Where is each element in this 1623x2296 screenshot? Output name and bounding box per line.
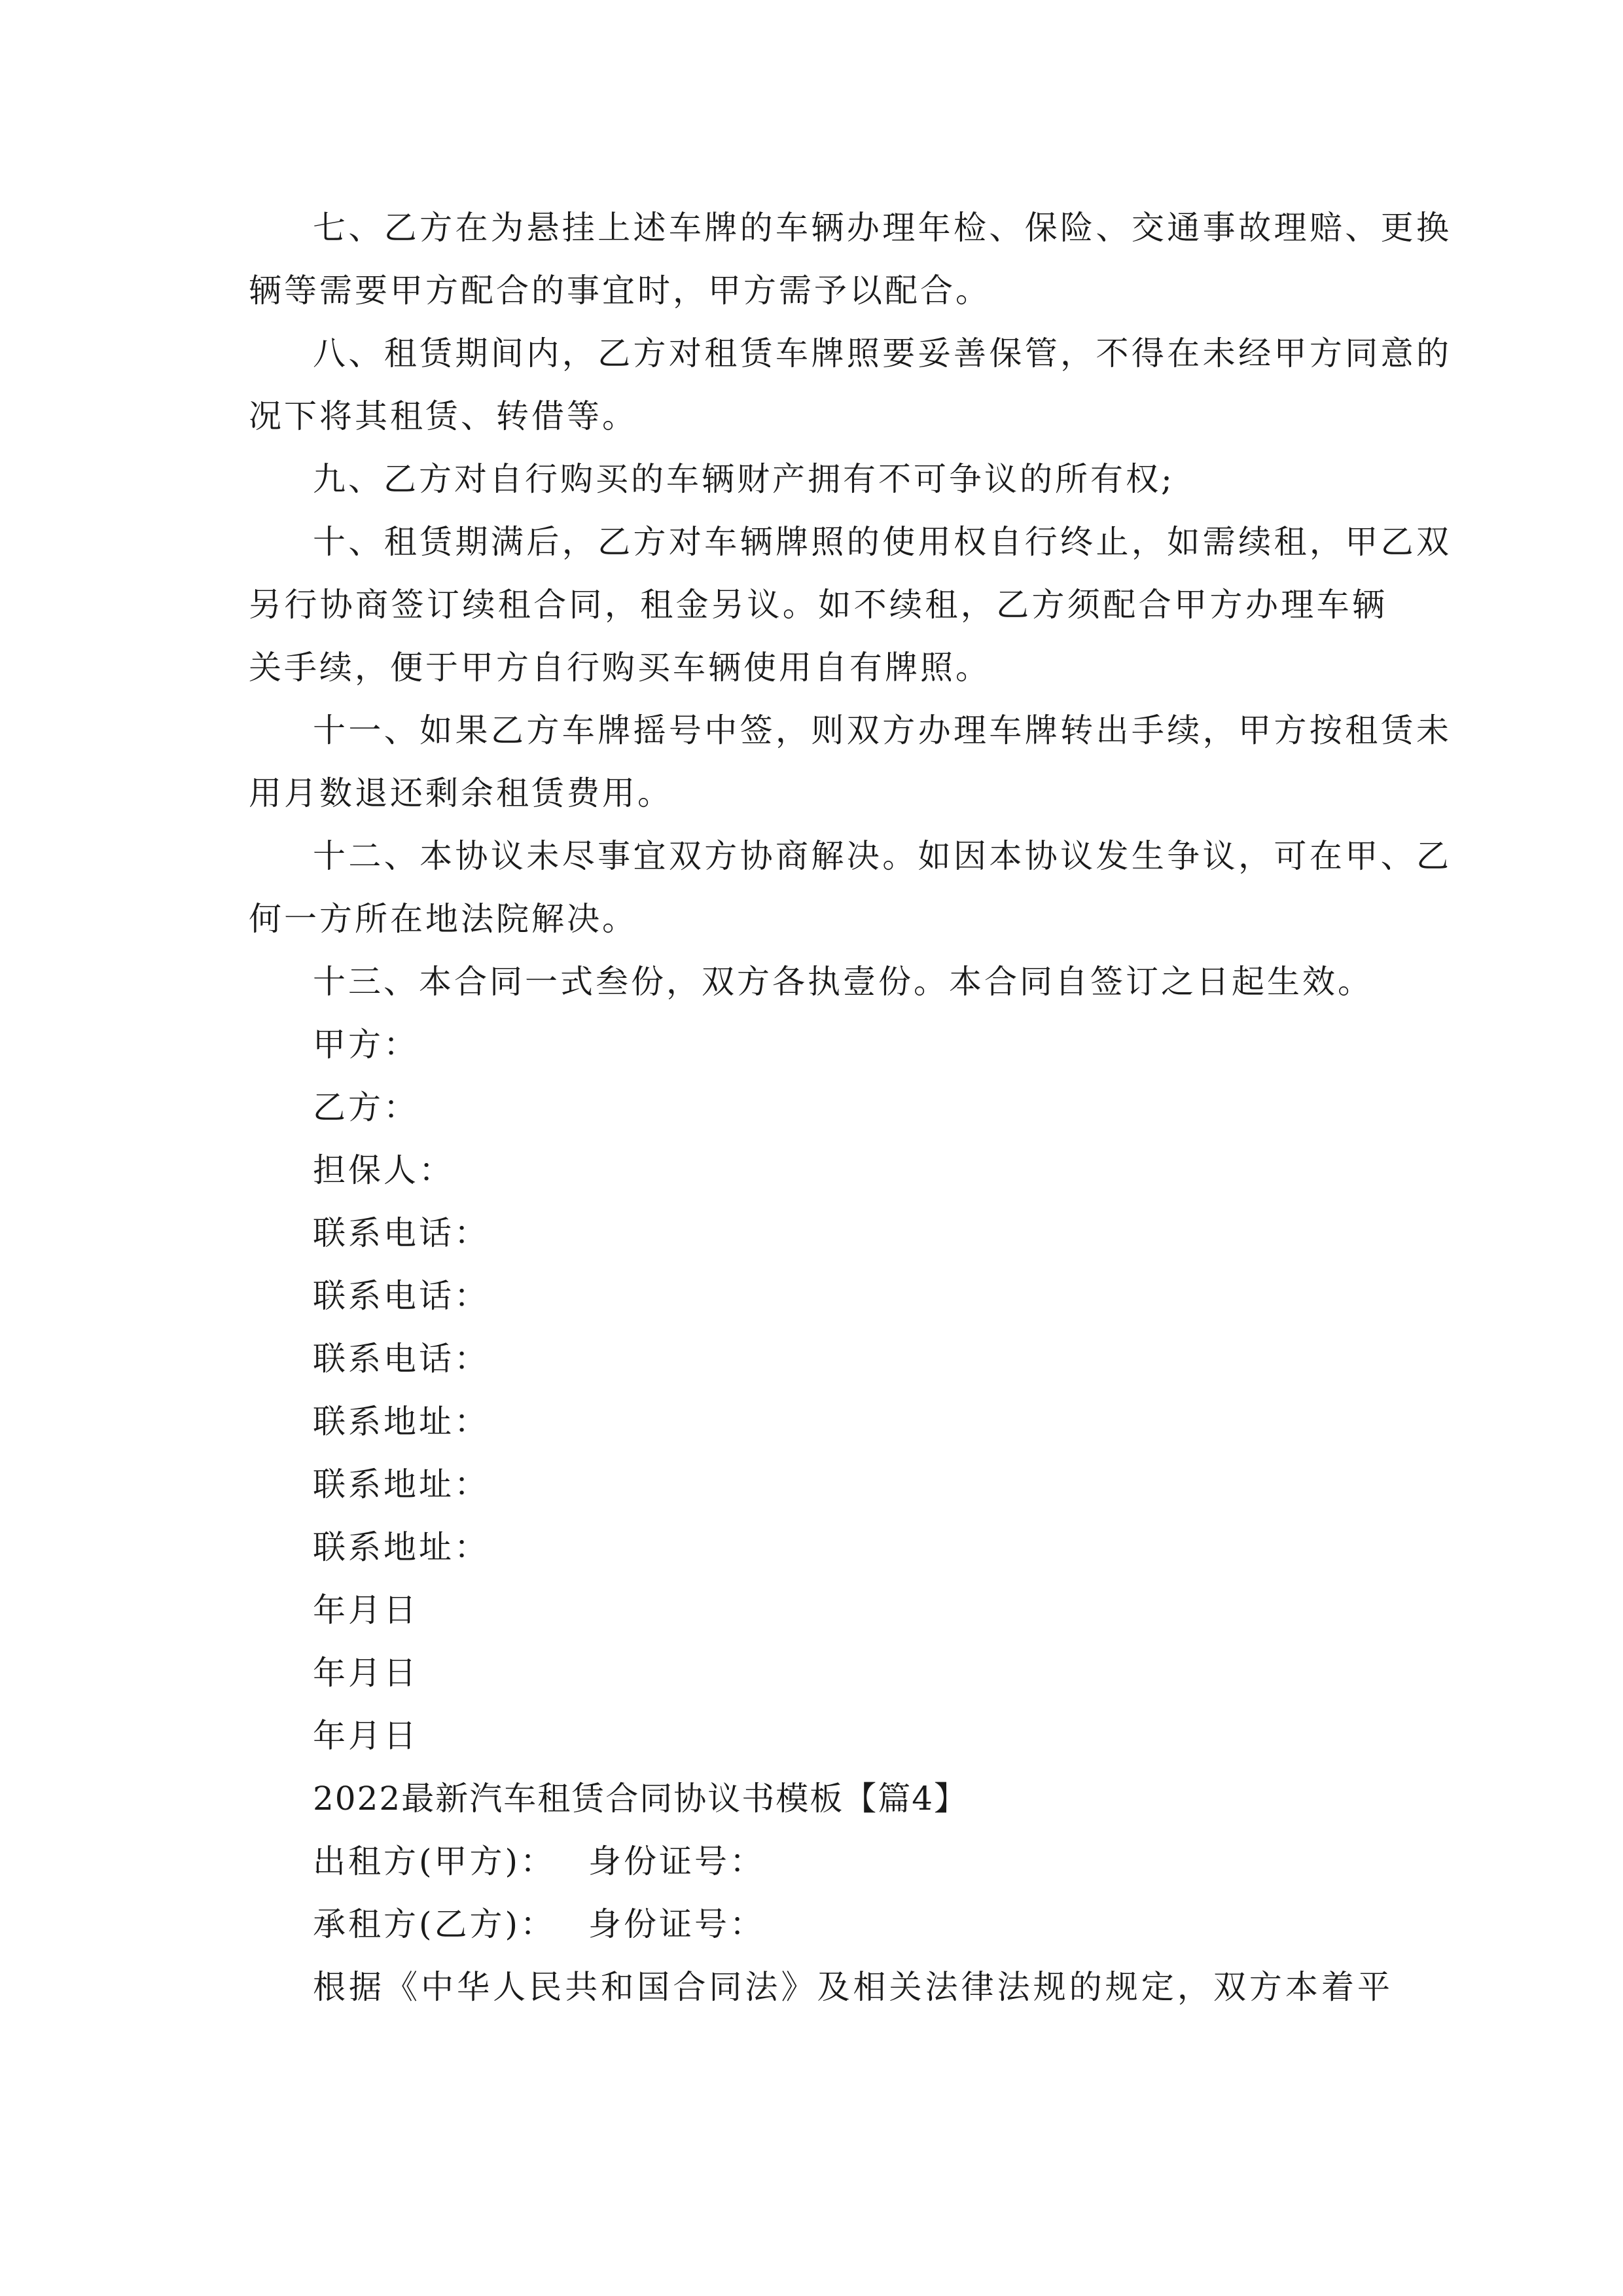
clause-7-line-1: 七、乙方在为悬挂上述车牌的车辆办理年检、保险、交通事故理赔、更换 (313, 209, 1452, 247)
contact-address-label-1: 联系地址： (313, 1403, 490, 1441)
contact-phone-label-1: 联系电话： (313, 1214, 490, 1252)
contact-phone-label-3: 联系电话： (313, 1340, 490, 1378)
clause-12-line-2: 何一方所在地法院解决。 (249, 900, 637, 938)
contact-phone-label-2: 联系电话： (313, 1277, 490, 1315)
clause-8-line-1: 八、租赁期间内，乙方对租赁车牌照要妥善保管，不得在未经甲方同意的 (313, 334, 1452, 372)
clause-10-line-2: 另行协商签订续租合同，租金另议。如不续租，乙方须配合甲方办理车辆 (249, 586, 1387, 624)
section-heading: 2022最新汽车租赁合同协议书模板【篇4】 (313, 1780, 969, 1818)
guarantor-signature-label: 担保人： (313, 1151, 454, 1189)
intro-line: 根据《中华人民共和国合同法》及相关法律法规的规定，双方本着平 (313, 1968, 1393, 2006)
clause-11-line-2: 用月数退还剩余租赁费用。 (249, 774, 673, 812)
clause-13-line-1: 十三、本合同一式叁份，双方各执壹份。本合同自签订之日起生效。 (313, 963, 1373, 1001)
date-field-2: 年月日 (313, 1654, 419, 1692)
clause-9-line-1: 九、乙方对自行购买的车辆财产拥有不可争议的所有权; (313, 460, 1175, 498)
clause-8-line-2: 况下将其租赁、转借等。 (249, 397, 637, 435)
lessee-id-label: 身份证号： (588, 1905, 766, 1943)
lessee-row (313, 1905, 1452, 1944)
date-field-3: 年月日 (313, 1717, 419, 1755)
clause-11-line-1: 十一、如果乙方车牌摇号中签，则双方办理车牌转出手续，甲方按租赁未 (313, 711, 1452, 749)
lessor-row (313, 1842, 1452, 1881)
clause-7-line-2: 辆等需要甲方配合的事宜时，甲方需予以配合。 (249, 272, 991, 310)
date-field-1: 年月日 (313, 1591, 419, 1629)
lessee-label: 承租方(乙方)： (313, 1905, 556, 1943)
contact-address-label-3: 联系地址： (313, 1528, 490, 1566)
contact-address-label-2: 联系地址： (313, 1465, 490, 1503)
party-b-signature-label: 乙方： (313, 1088, 419, 1126)
clause-10-line-1: 十、租赁期满后，乙方对车辆牌照的使用权自行终止，如需续租，甲乙双 (313, 523, 1452, 561)
lessor-label: 出租方(甲方)： (313, 1842, 556, 1880)
clause-12-line-1: 十二、本协议未尽事宜双方协商解决。如因本协议发生争议，可在甲、乙 (313, 837, 1452, 875)
lessor-id-label: 身份证号： (588, 1842, 766, 1880)
clause-10-line-3: 关手续，便于甲方自行购买车辆使用自有牌照。 (249, 649, 991, 687)
party-a-signature-label: 甲方： (313, 1026, 419, 1064)
